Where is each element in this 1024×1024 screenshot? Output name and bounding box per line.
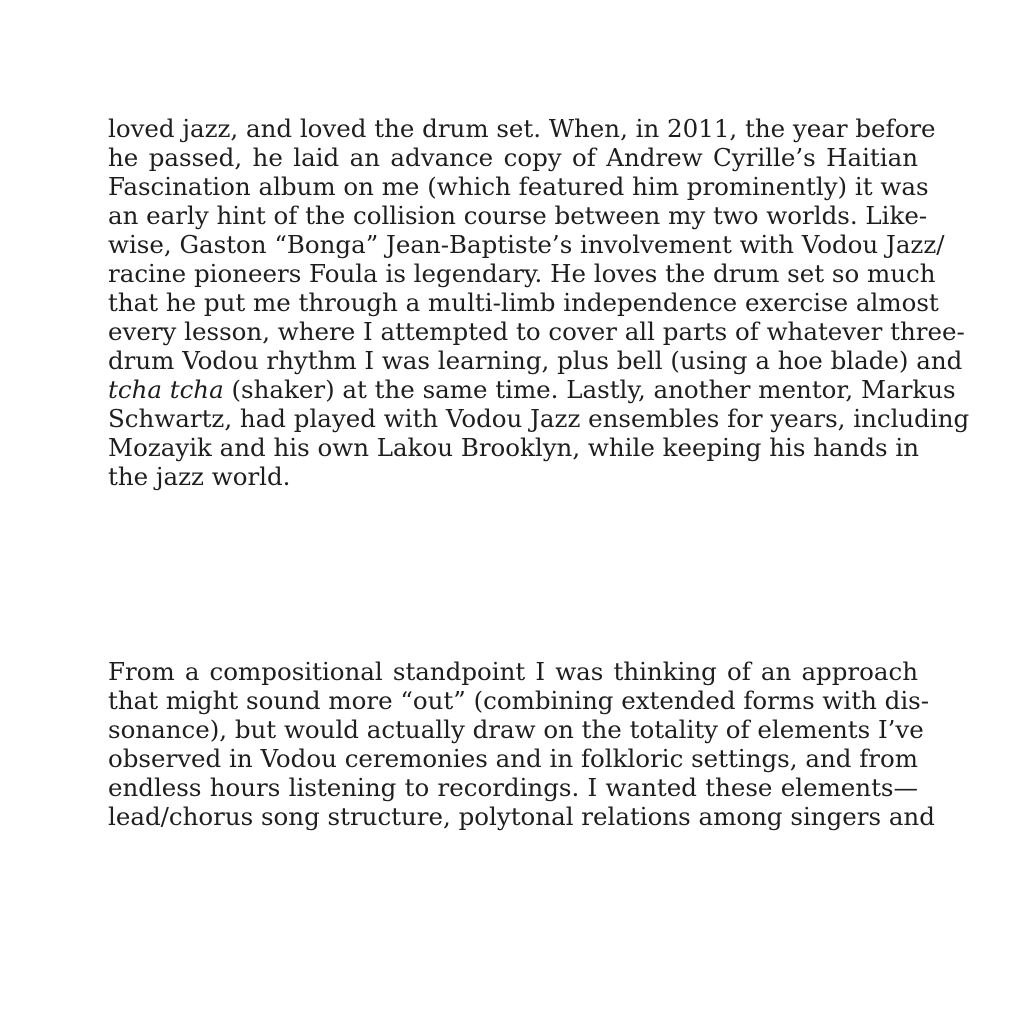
text-line: observed in Vodou ceremonies and in folkloric settings, and from	[108, 744, 918, 773]
text-line: the jazz world.	[108, 462, 291, 491]
text-line: sonance), but would actually draw on the totality of elements I’ve	[108, 715, 924, 744]
italic-term: tcha tcha	[108, 375, 224, 404]
text-line: wise, Gaston “Bonga” Jean-Baptiste’s involvement with Vodou Jazz/	[108, 230, 945, 259]
text-line: racine pioneers Foula is legendary. He loves the drum set so much	[108, 259, 936, 288]
text-line: an early hint of the collision course between my two worlds. Like-	[108, 201, 928, 230]
text-line: loved jazz, and loved the drum set. When, in 2011, the year before	[108, 114, 936, 143]
text-line: every lesson, where I attempted to cover all parts of whatever three-	[108, 317, 965, 346]
text-line: drum Vodou rhythm I was learning, plus bell (using a hoe blade) and	[108, 346, 963, 375]
text-line: Schwartz, had played with Vodou Jazz ensembles for years, including	[108, 404, 970, 433]
text-line: that might sound more “out” (combining extended forms with dis-	[108, 686, 930, 715]
paragraph-2	[108, 657, 935, 831]
text-line: endless hours listening to recordings. I wanted these elements—	[108, 773, 918, 802]
text-line: lead/chorus song structure, polytonal relations among singers and	[108, 802, 935, 831]
paragraph-1	[108, 114, 970, 491]
text-line: Mozayik and his own Lakou Brooklyn, while keeping his hands in	[108, 433, 920, 462]
text-line: he passed, he laid an advance copy of Andrew Cyrille’s Haitian	[108, 143, 918, 172]
text-line-with-italic	[108, 375, 956, 404]
text-line: that he put me through a multi-limb independence exercise almost	[108, 288, 939, 317]
text-line: Fascination album on me (which featured him prominently) it was	[108, 172, 929, 201]
text-line: From a compositional standpoint I was thinking of an approach	[108, 657, 918, 686]
text-line-remainder: (shaker) at the same time. Lastly, another mentor, Markus	[231, 375, 956, 404]
